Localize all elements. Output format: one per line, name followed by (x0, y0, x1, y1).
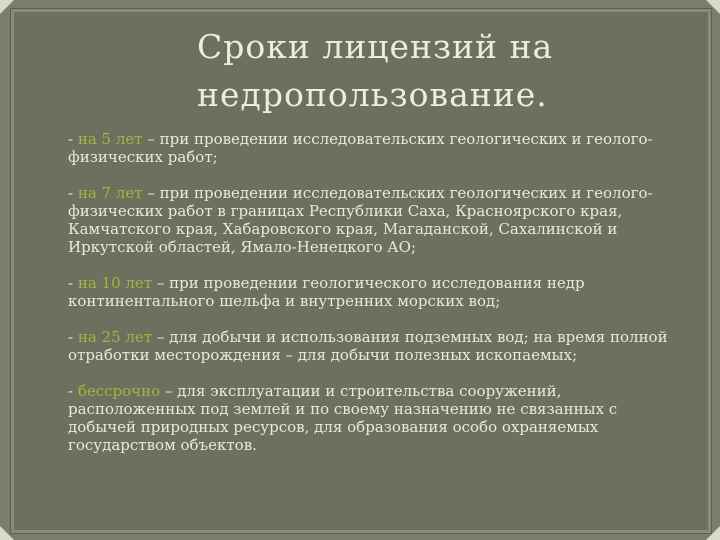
slide-title-line-2: недропользование. (197, 75, 548, 114)
list-item (68, 130, 668, 166)
term-highlight: на 7 лет (77, 184, 143, 202)
list-item (68, 274, 668, 310)
list-item (68, 382, 668, 454)
term-highlight: на 10 лет (77, 274, 153, 292)
term-highlight: на 5 лет (77, 130, 143, 148)
item-text: – при проведении исследовательских геологических и геолого-физических работ в границах Республики Саха, Красноярского края, Камчатского края, Хабаровского края, Магаданской, Сахалинской и Иркутской областей, Ямало-Ненецкого АО; (68, 184, 653, 256)
slide-title-line-1: Сроки лицензий на (197, 27, 554, 66)
item-text: – для эксплуатации и строительства сооружений, расположенных под землей и по своему назначению не связанных с добычей природных ресурсов, для образования особо охраняемых государством объектов. (68, 382, 618, 454)
list-item (68, 184, 668, 256)
item-text: – при проведении исследовательских геологических и геолого-физических работ; (68, 130, 653, 166)
bullet-dash: - (68, 130, 78, 148)
bullet-dash: - (68, 382, 78, 400)
term-highlight: на 25 лет (77, 328, 153, 346)
slide-title (197, 23, 697, 119)
bullet-dash: - (68, 184, 78, 202)
slide-content (68, 130, 668, 472)
list-item (68, 328, 668, 364)
term-highlight: бессрочно (77, 382, 161, 400)
bullet-dash: - (68, 328, 78, 346)
item-text: – для добычи и использования подземных вод; на время полной отработки месторождения – для добычи полезных ископаемых; (68, 328, 668, 364)
bullet-dash: - (68, 274, 78, 292)
item-text: – при проведении геологического исследования недр континентального шельфа и внутренних морских вод; (68, 274, 585, 310)
slide (10, 8, 712, 534)
